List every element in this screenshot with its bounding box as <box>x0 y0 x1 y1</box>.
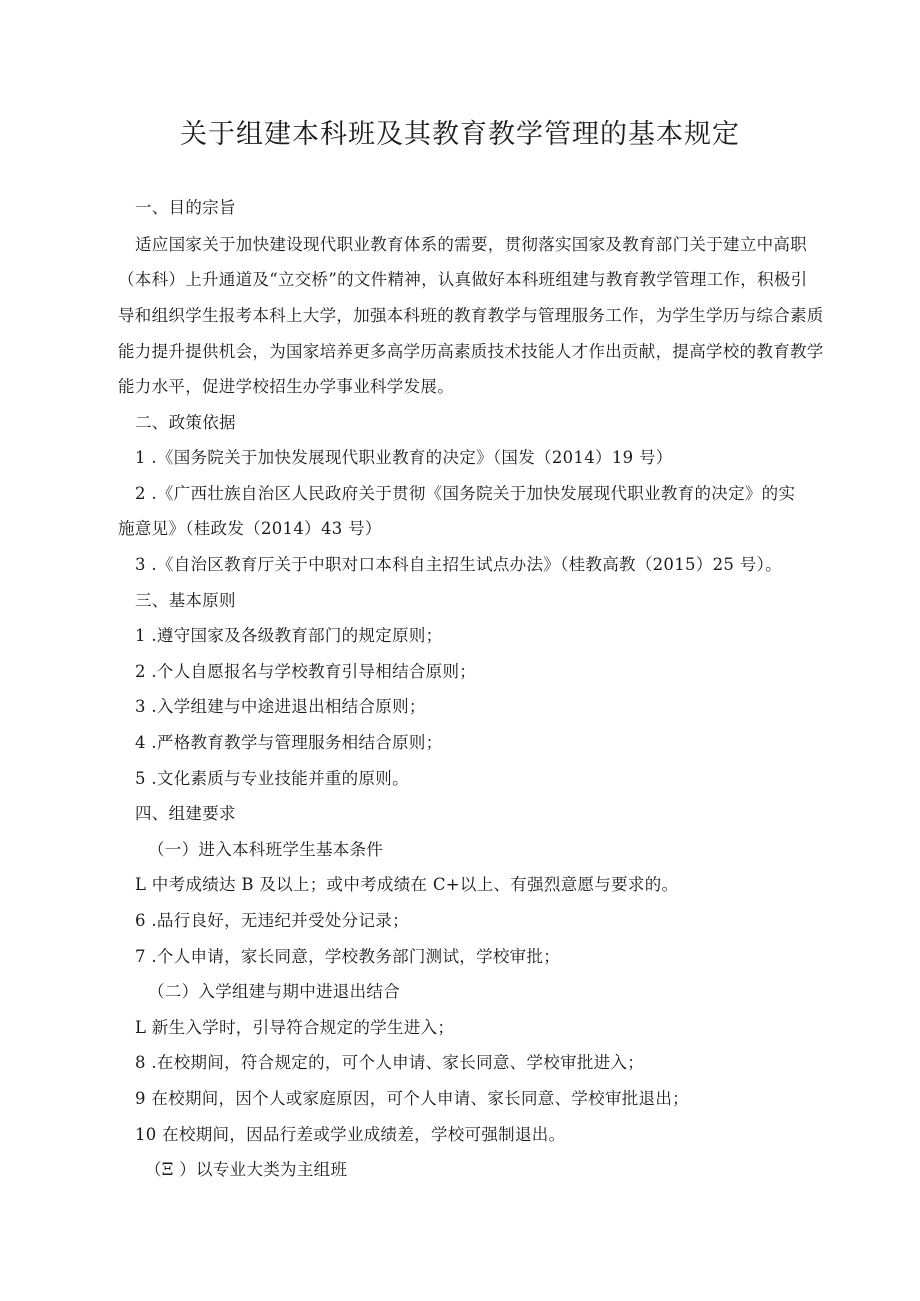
subsection-heading: （Ξ ）以专业大类为主组班 <box>145 1160 348 1179</box>
requirement-item: 10 在校期间，因品行差或学业成绩差，学校可强制退出。 <box>135 1125 566 1144</box>
requirement-item: 8 .在校期间，符合规定的，可个人申请、家长同意、学校审批进入； <box>135 1053 645 1072</box>
section-heading-principles: 三、基本原则 <box>135 591 236 610</box>
purpose-paragraph-line: 能力提升提供机会，为国家培养更多高学历高素质技术技能人才作出贡献，提高学校的教育教学 <box>118 342 824 361</box>
principle-item: 2 .个人自愿报名与学校教育引导相结合原则； <box>135 662 477 681</box>
purpose-paragraph-line: 能力水平，促进学校招生办学事业科学发展。 <box>118 377 454 396</box>
purpose-paragraph-line: （本科）上升通道及“立交桥”的文件精神，认真做好本科班组建与教育教学管理工作，积极引 <box>118 270 808 289</box>
section-heading-purpose: 一、目的宗旨 <box>135 198 236 217</box>
purpose-paragraph-line: 适应国家关于加快建设现代职业教育体系的需要，贯彻落实国家及教育部门关于建立中高职 <box>135 235 807 254</box>
requirement-item: L 新生入学时，引导符合规定的学生进入； <box>135 1018 455 1037</box>
principle-item: 1 .遵守国家及各级教育部门的规定原则； <box>135 626 443 645</box>
subsection-heading: （二）入学组建与期中进退出结合 <box>148 982 400 1001</box>
policy-item-continued: 施意见》（桂政发（2014）43 号） <box>118 519 382 538</box>
requirement-item: 6 .品行良好，无违纪并受处分记录； <box>135 911 409 930</box>
section-heading-requirements: 四、组建要求 <box>135 804 236 823</box>
section-heading-policy: 二、政策依据 <box>135 413 236 432</box>
policy-item: 2 .《广西壮族自治区人民政府关于贯彻《国务院关于加快发展现代职业教育的决定》的实 <box>135 484 796 503</box>
purpose-paragraph-line: 导和组织学生报考本科上大学，加强本科班的教育教学与管理服务工作，为学生学历与综合素质 <box>118 306 824 325</box>
document-title: 关于组建本科班及其教育教学管理的基本规定 <box>180 119 740 150</box>
requirement-item: 7 .个人申请，家长同意，学校教务部门测试，学校审批； <box>135 947 561 966</box>
policy-item: 1 .《国务院关于加快发展现代职业教育的决定》（国发（2014）19 号） <box>135 448 673 467</box>
principle-item: 5 .文化素质与专业技能并重的原则。 <box>135 769 409 788</box>
policy-item: 3 .《自治区教育厅关于中职对口本科自主招生试点办法》（桂教高教（2015）25 号）。 <box>135 555 782 574</box>
principle-item: 4 .严格教育教学与管理服务相结合原则； <box>135 733 443 752</box>
principle-item: 3 .入学组建与中途进退出相结合原则； <box>135 697 426 716</box>
subsection-heading: （一）进入本科班学生基本条件 <box>148 840 384 859</box>
requirement-item: 9 在校期间，因个人或家庭原因，可个人申请、家长同意、学校审批退出； <box>135 1089 689 1108</box>
requirement-item: L 中考成绩达 B 及以上；或中考成绩在 C+以上、有强烈意愿与要求的。 <box>135 875 679 894</box>
